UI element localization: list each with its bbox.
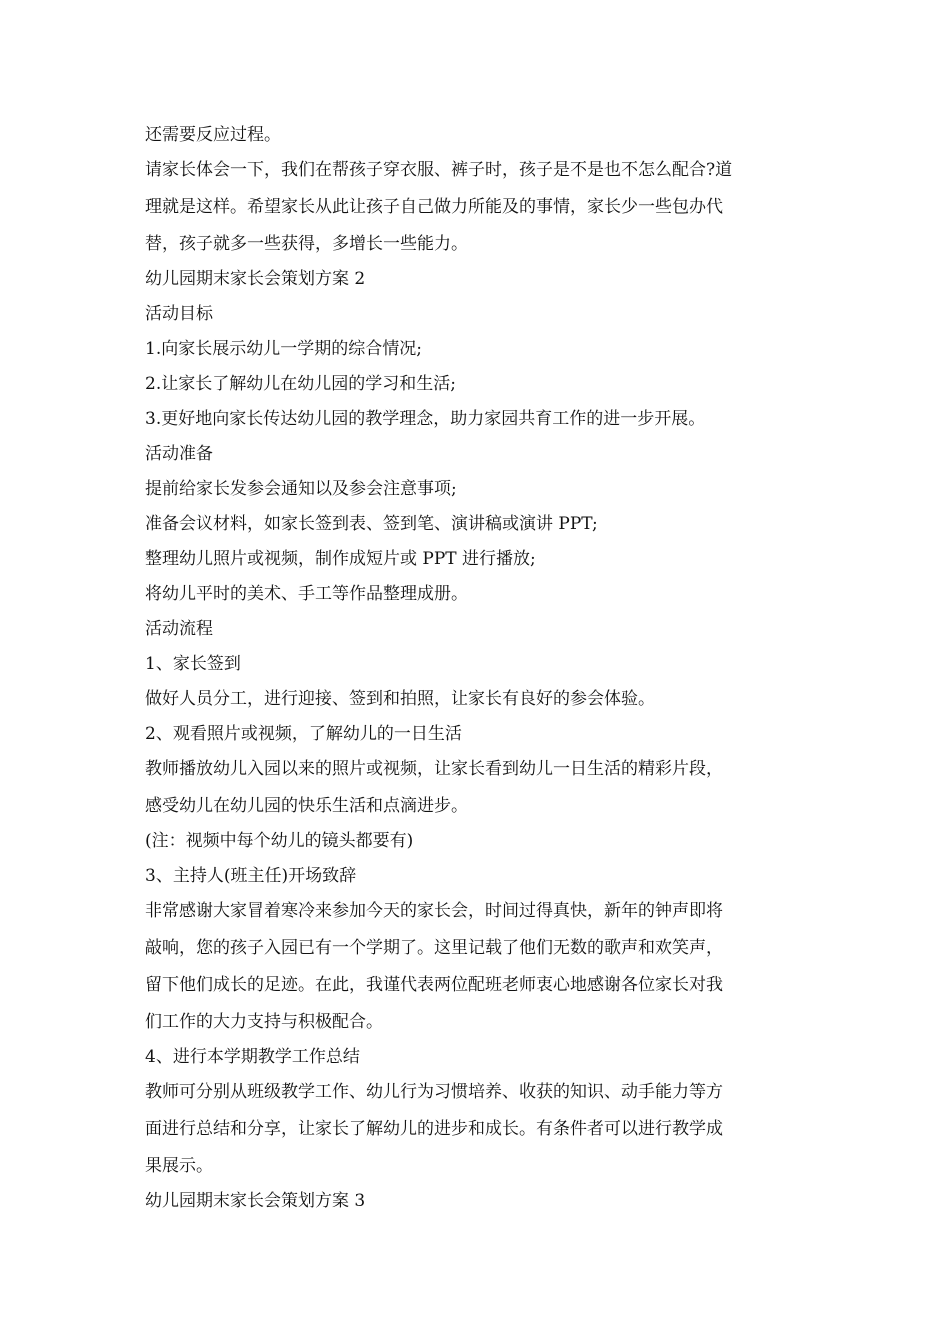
subheading: 活动目标 <box>145 304 213 324</box>
section-heading: 幼儿园期末家长会策划方案 2 <box>145 269 366 289</box>
list-item: 整理幼儿照片或视频，制作成短片或 PPT 进行播放; <box>145 549 536 569</box>
step-heading: 4、进行本学期教学工作总结 <box>145 1047 360 1067</box>
text-line: 请家长体会一下，我们在帮孩子穿衣服、裤子时，孩子是不是也不怎么配合?道 <box>145 160 733 180</box>
text-line: 教师播放幼儿入园以来的照片或视频，让家长看到幼儿一日生活的精彩片段， <box>145 759 723 779</box>
text-line: 还需要反应过程。 <box>145 125 281 145</box>
text-line: 非常感谢大家冒着寒冷来参加今天的家长会，时间过得真快，新年的钟声即将 <box>145 901 723 921</box>
subheading: 活动流程 <box>145 619 213 639</box>
text-line: 们工作的大力支持与积极配合。 <box>145 1012 383 1032</box>
text-line: 留下他们成长的足迹。在此，我谨代表两位配班老师衷心地感谢各位家长对我 <box>145 975 723 995</box>
list-item: 3.更好地向家长传达幼儿园的教学理念，助力家园共育工作的进一步开展。 <box>145 409 706 429</box>
text-line: 果展示。 <box>145 1156 213 1176</box>
step-heading: 3、主持人(班主任)开场致辞 <box>145 866 357 886</box>
text-line: 敲响，您的孩子入园已有一个学期了。这里记载了他们无数的歌声和欢笑声， <box>145 938 723 958</box>
text-line: 面进行总结和分享，让家长了解幼儿的进步和成长。有条件者可以进行教学成 <box>145 1119 723 1139</box>
step-heading: 1、家长签到 <box>145 654 241 674</box>
list-item: 1.向家长展示幼儿一学期的综合情况; <box>145 339 422 359</box>
list-item: 将幼儿平时的美术、手工等作品整理成册。 <box>145 584 468 604</box>
list-item: 2.让家长了解幼儿在幼儿园的学习和生活; <box>145 374 456 394</box>
text-line: 替，孩子就多一些获得，多增长一些能力。 <box>145 234 468 254</box>
section-heading: 幼儿园期末家长会策划方案 3 <box>145 1191 366 1211</box>
note-line: (注：视频中每个幼儿的镜头都要有) <box>145 831 414 851</box>
text-line: 做好人员分工，进行迎接、签到和拍照，让家长有良好的参会体验。 <box>145 689 655 709</box>
list-item: 提前给家长发参会通知以及参会注意事项; <box>145 479 457 499</box>
step-heading: 2、观看照片或视频，了解幼儿的一日生活 <box>145 724 462 744</box>
text-line: 理就是这样。希望家长从此让孩子自己做力所能及的事情，家长少一些包办代 <box>145 197 723 217</box>
text-line: 教师可分别从班级教学工作、幼儿行为习惯培养、收获的知识、动手能力等方 <box>145 1082 723 1102</box>
text-line: 感受幼儿在幼儿园的快乐生活和点滴进步。 <box>145 796 468 816</box>
subheading: 活动准备 <box>145 444 213 464</box>
document-body <box>145 123 815 1214</box>
list-item: 准备会议材料，如家长签到表、签到笔、演讲稿或演讲 PPT; <box>145 514 598 534</box>
